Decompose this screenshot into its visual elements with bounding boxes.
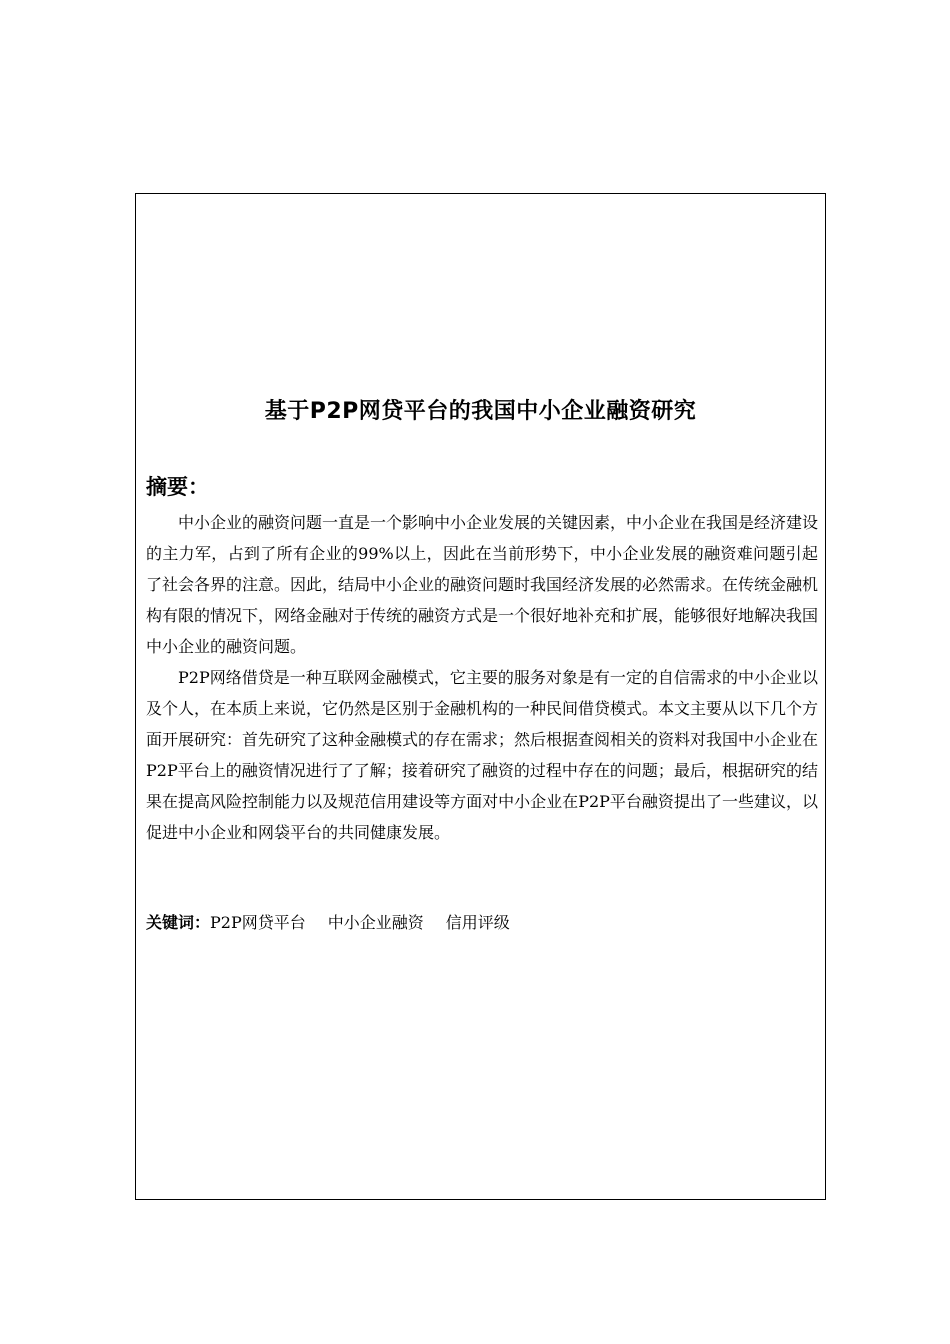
abstract-body bbox=[146, 507, 818, 848]
keyword-item: P2P网贷平台 bbox=[210, 913, 306, 932]
abstract-heading: 摘要： bbox=[146, 475, 209, 499]
keyword-item: 信用评级 bbox=[445, 913, 510, 932]
abstract-paragraph: 中小企业的融资问题一直是一个影响中小企业发展的关键因素，中小企业在我国是经济建设的主力军，占到了所有企业的99%以上，因此在当前形势下，中小企业发展的融资难问题引起了社会各界的注意。因此，结局中小企业的融资问题时我国经济发展的必然需求。在传统金融机构有限的情况下，网络金融对于传统的融资方式是一个很好地补充和扩展，能够很好地解决我国中小企业的融资问题。 bbox=[146, 513, 819, 656]
keywords-line bbox=[146, 907, 532, 938]
keyword-item: 中小企业融资 bbox=[327, 913, 424, 932]
abstract-frame bbox=[135, 193, 826, 1200]
keywords-label: 关键词： bbox=[146, 913, 211, 932]
abstract-paragraph: P2P网络借贷是一种互联网金融模式，它主要的服务对象是有一定的自信需求的中小企业以及个人，在本质上来说，它仍然是区别于金融机构的一种民间借贷模式。本文主要从以下几个方面开展研究：首先研究了这种金融模式的存在需求；然后根据查阅相关的资料对我国中小企业在P2P平台上的融资情况进行了了解；接着研究了融资的过程中存在的问题；最后，根据研究的结果在提高风险控制能力以及规范信用建设等方面对中小企业在P2P平台融资提出了一些建议，以促进中小企业和网袋平台的共同健康发展。 bbox=[146, 668, 819, 842]
paper-title: 基于P2P网贷平台的我国中小企业融资研究 bbox=[264, 399, 697, 424]
